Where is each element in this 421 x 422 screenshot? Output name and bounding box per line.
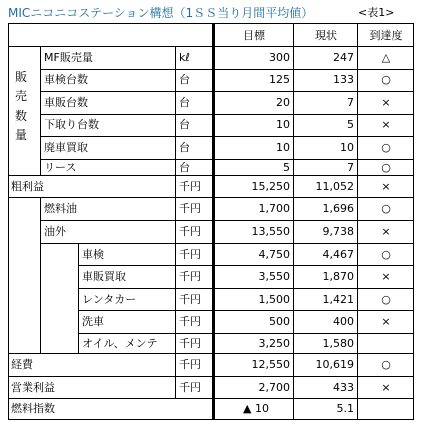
row-current: 400: [333, 315, 354, 328]
row-unit: 千円: [179, 202, 201, 215]
row-current: 7: [347, 96, 354, 109]
row-current: 5: [347, 118, 354, 131]
group-label-char: 量: [14, 128, 27, 142]
row-target: ▲ 10: [243, 402, 269, 415]
row-current: 433: [333, 381, 354, 394]
row-mark: ×: [381, 180, 391, 193]
row-target: 3,250: [258, 337, 290, 350]
row-current: 1,421: [322, 293, 354, 306]
row-label: 経費: [11, 358, 33, 371]
row-target: 1,700: [258, 202, 290, 215]
row-label: 洗車: [82, 315, 104, 328]
row-label: 燃料油: [44, 202, 77, 215]
row-unit: kℓ: [179, 51, 190, 64]
row-unit: 台: [179, 141, 190, 154]
row-target: 15,250: [251, 180, 290, 193]
row-label: 車検台数: [44, 73, 88, 86]
row-current: 10,619: [315, 358, 354, 371]
row-unit: 千円: [179, 248, 201, 261]
row-target: 13,550: [251, 225, 290, 238]
row-mark: ○: [381, 73, 391, 86]
row-mark: ×: [381, 118, 391, 131]
header-target: 目標: [243, 29, 265, 42]
row-target: 3,550: [258, 270, 290, 283]
row-target: 500: [269, 315, 290, 328]
row-target: 10: [276, 141, 290, 154]
table-number-label: <表1>: [358, 6, 395, 19]
row-unit: 千円: [179, 180, 201, 193]
row-mark: ×: [381, 315, 391, 328]
header-achievement: 到達度: [369, 29, 403, 42]
row-label: 車販台数: [44, 96, 88, 109]
row-mark: ×: [381, 381, 391, 394]
row-unit: 台: [179, 73, 190, 86]
row-current: 5.1: [336, 402, 354, 415]
row-label: 営業利益: [11, 381, 55, 394]
row-target: 2,700: [258, 381, 290, 394]
row-unit: 千円: [179, 337, 201, 350]
row-current: 10: [340, 141, 354, 154]
row-current: 1,870: [322, 270, 354, 283]
row-label: 燃料指数: [11, 402, 55, 415]
row-label: 車検: [82, 248, 104, 261]
row-target: 12,550: [251, 358, 290, 371]
row-target: 5: [283, 161, 290, 174]
row-label: MF販売量: [44, 51, 93, 64]
group-label-char: 販: [14, 70, 27, 84]
row-target: 4,750: [258, 248, 290, 261]
row-current: 247: [333, 51, 354, 64]
row-unit: 千円: [179, 358, 201, 371]
row-mark: ×: [381, 96, 391, 109]
row-mark: ×: [381, 225, 391, 238]
row-label: 油外: [44, 225, 66, 238]
row-label: リース: [44, 161, 77, 174]
row-current: 7: [347, 161, 354, 174]
row-unit: 千円: [179, 315, 201, 328]
row-label: 下取り台数: [44, 118, 99, 131]
row-unit: 千円: [179, 270, 201, 283]
row-current: 11,052: [315, 180, 354, 193]
row-mark: ○: [381, 293, 391, 306]
row-label: 車販買取: [82, 270, 126, 283]
row-unit: 台: [179, 96, 190, 109]
group-label-char: 数: [14, 109, 27, 123]
row-mark: ○: [381, 358, 391, 371]
row-current: 9,738: [322, 225, 354, 238]
row-mark: ○: [381, 161, 391, 174]
row-current: 133: [333, 73, 354, 86]
row-label: 廃車買取: [44, 141, 88, 154]
row-unit: 千円: [179, 381, 201, 394]
row-target: 20: [276, 96, 290, 109]
row-target: 125: [269, 73, 290, 86]
row-current: 4,467: [322, 248, 354, 261]
row-label: オイル、メンテ: [82, 337, 158, 350]
row-mark: ○: [381, 141, 391, 154]
row-mark: ○: [381, 202, 391, 215]
row-target: 300: [269, 51, 290, 64]
group-label-char: 売: [14, 89, 27, 103]
row-unit: 千円: [179, 293, 201, 306]
row-mark: ×: [381, 270, 391, 283]
row-current: 1,580: [322, 337, 354, 350]
row-current: 1,696: [322, 202, 354, 215]
header-current: 現状: [315, 29, 337, 42]
row-label: レンタカー: [82, 293, 137, 306]
row-target: 10: [276, 118, 290, 131]
row-unit: 台: [179, 118, 190, 131]
page-title: MICニコニコステーション構想（1ＳＳ当り月間平均値）: [8, 6, 314, 20]
row-unit: 千円: [179, 225, 201, 238]
row-mark: ○: [381, 248, 391, 261]
row-mark: △: [381, 51, 391, 64]
row-label: 粗利益: [11, 180, 44, 193]
row-unit: 台: [179, 161, 190, 174]
row-target: 1,500: [258, 293, 290, 306]
